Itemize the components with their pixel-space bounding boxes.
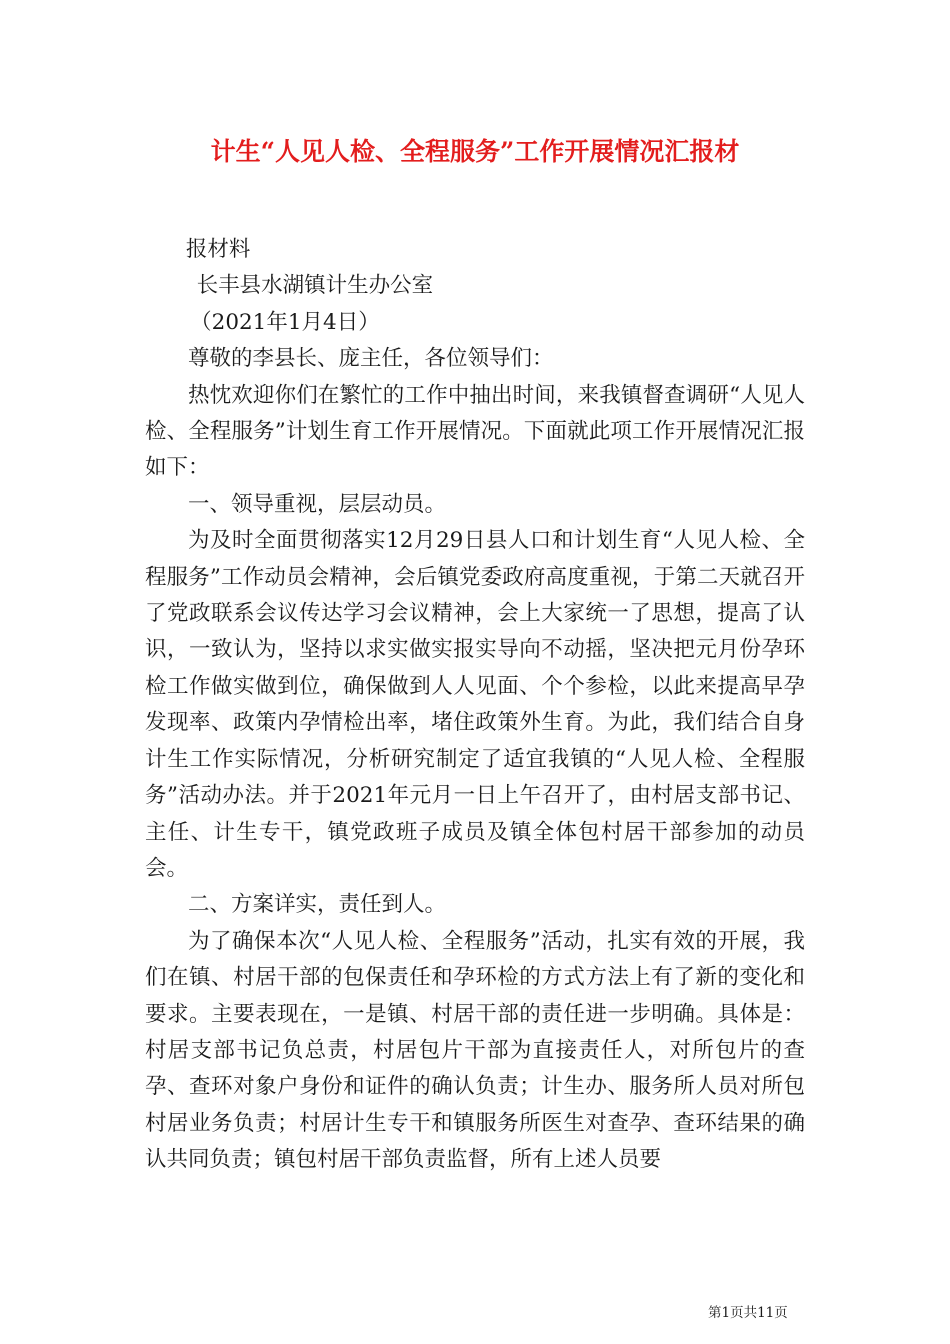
section-heading-2: 二、方案详实，责任到人。	[188, 892, 447, 918]
section-2-paragraph: 为了确保本次“人见人检、全程服务”活动，扎实有效的开展，我们在镇、村居干部的包保责任和孕环检的方式方法上有了新的变化和要求。主要表现在，一是镇、村居干部的责任进一步明确。具体是：村居支部书记负总责，村居包片干部为直接责任人，对所包片的查孕、查环对象户身份和证件的确认负责；计生办、服务所人员对所包村居业务负责；村居计生专干和镇服务所医生对查孕、查环结果的确认共同负责；镇包村居干部负责监督，所有上述人员要	[145, 928, 805, 1173]
page-number-footer: 第1页共11页	[708, 1305, 788, 1321]
section-heading-1: 一、领导重视，层层动员。	[188, 491, 447, 517]
section-1-paragraph: 为及时全面贯彻落实12月29日县人口和计划生育“人见人检、全程服务”工作动员会精神，会后镇党委政府高度重视，于第二天就召开了党政联系会议传达学习会议精神，会上大家统一了思想，提高了认识，一致认为，坚持以求实做实报实导向不动摇，坚决把元月份孕环检工作做实做到位，确保做到人人见面、个个参检，以此来提高早孕发现率、政策内孕情检出率，堵住政策外生育。为此，我们结合自身计生工作实际情况，分析研究制定了适宜我镇的“人见人检、全程服务”活动办法。并于2021年元月一日上午召开了，由村居支部书记、主任、计生专干，镇党政班子成员及镇全体包村居干部参加的动员会。	[145, 528, 805, 881]
intro-paragraph: 热忱欢迎你们在繁忙的工作中抽出时间，来我镇督查调研“人见人检、全程服务”计划生育工作开展情况。下面就此项工作开展情况汇报如下：	[145, 382, 805, 481]
doc-type-line: 报材料	[185, 237, 251, 262]
organization-line: 长丰县水湖镇计生办公室	[196, 273, 434, 299]
date-line: （2021年1月4日）	[190, 309, 380, 335]
document-body	[145, 232, 805, 1179]
document-title: 计生“人见人检、全程服务”工作开展情况汇报材	[210, 137, 740, 166]
salutation-paragraph: 尊敬的李县长、庞主任，各位领导们：	[188, 346, 554, 372]
